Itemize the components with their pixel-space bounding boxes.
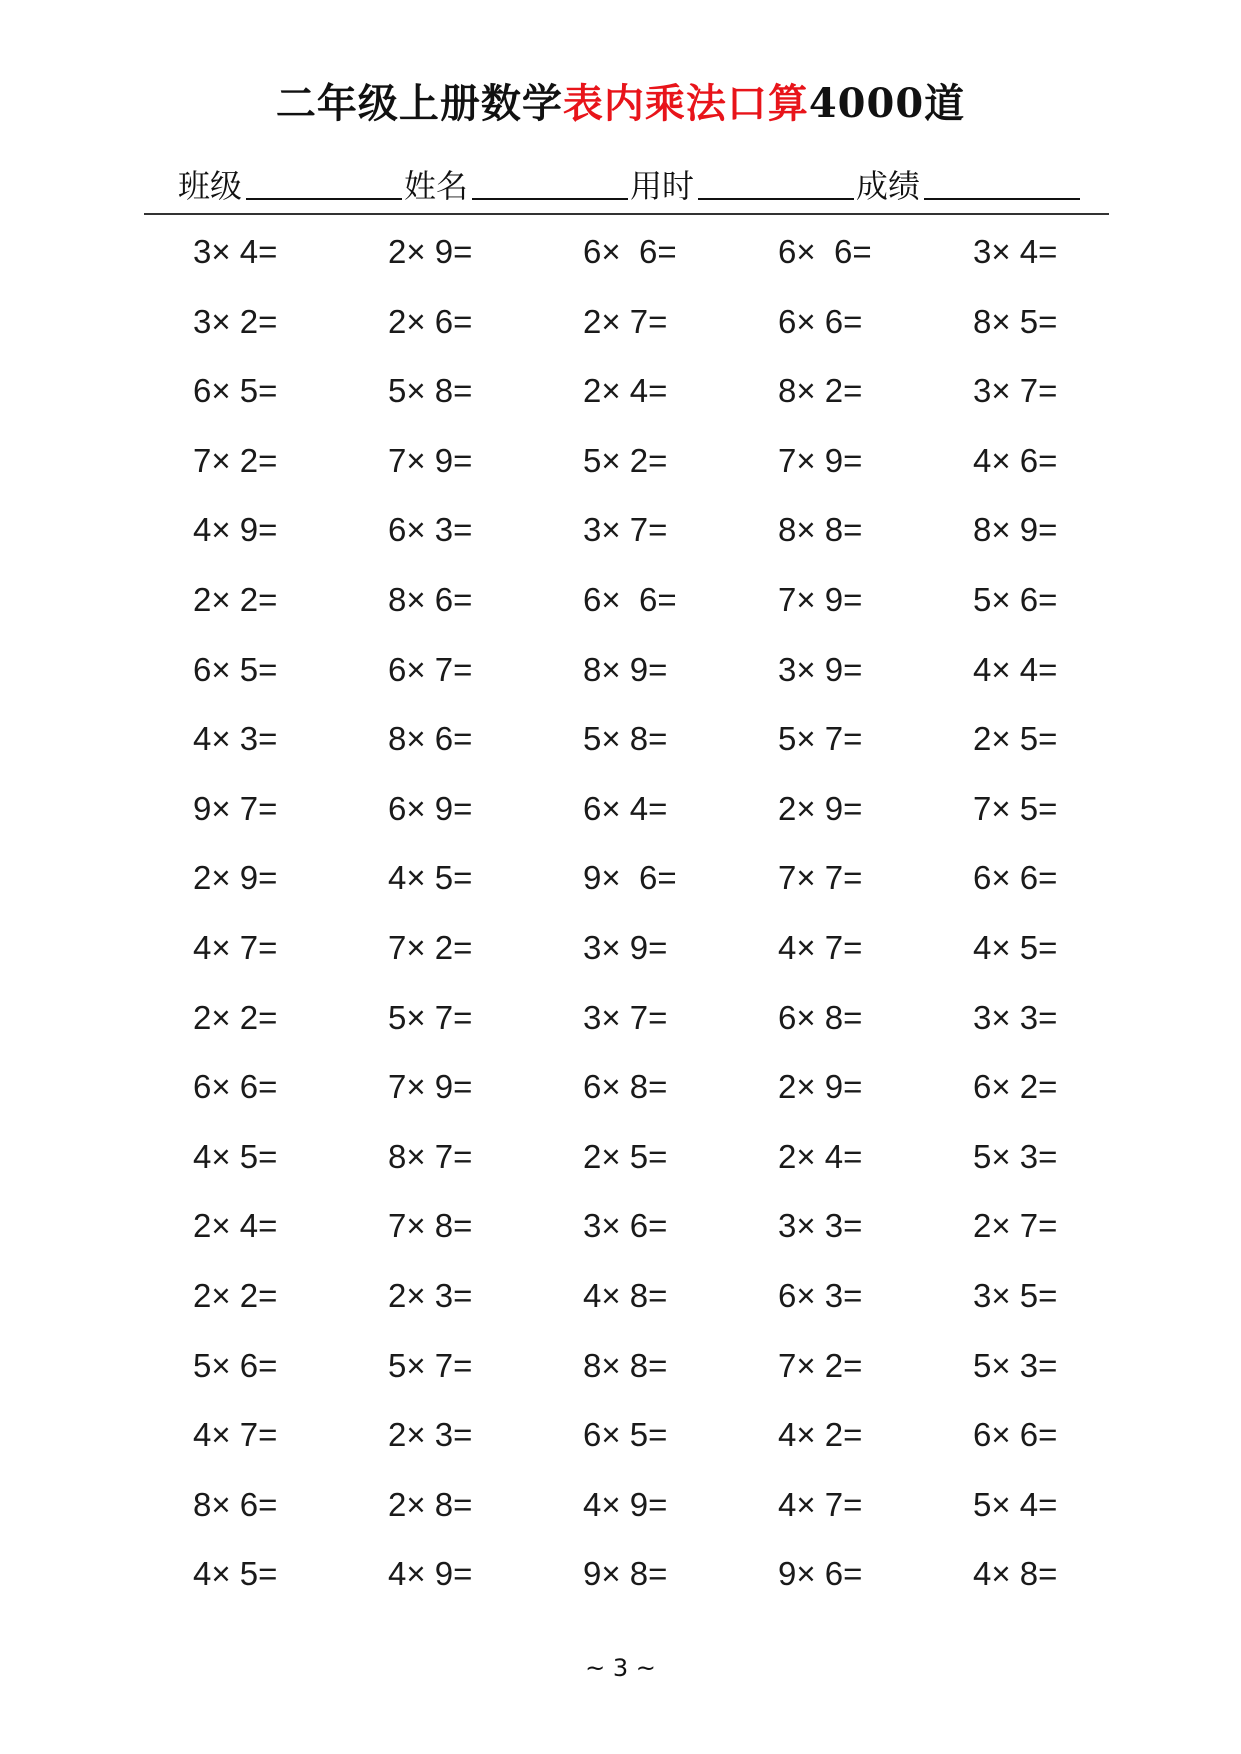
problem-item: 3× 4= <box>973 233 1058 270</box>
page-title <box>0 74 1241 134</box>
problem-item: 4× 8= <box>583 1276 668 1314</box>
time-field <box>630 164 856 208</box>
problem-item: 5× 4= <box>973 1485 1058 1523</box>
problem-item: 9× 7= <box>193 789 278 827</box>
problem-item: 4× 3= <box>193 720 278 758</box>
problem-item: 6× 6= <box>583 233 677 270</box>
problem-item: 4× 2= <box>778 1416 863 1454</box>
problem-item: 5× 7= <box>778 720 863 758</box>
problem-item: 3× 9= <box>583 928 668 966</box>
student-info-row <box>178 160 1082 208</box>
score-blank[interactable] <box>924 192 1080 200</box>
problem-item: 6× 6= <box>193 1068 278 1106</box>
problem-item: 2× 2= <box>193 580 278 618</box>
problem-item: 5× 3= <box>973 1137 1058 1175</box>
problem-item: 3× 9= <box>778 650 863 688</box>
problem-item: 9× 8= <box>583 1555 668 1593</box>
problem-item: 2× 5= <box>583 1137 668 1175</box>
problem-item: 4× 5= <box>388 859 473 897</box>
problem-item: 6× 6= <box>583 580 677 618</box>
problem-item: 2× 9= <box>778 1068 863 1106</box>
problem-item: 2× 9= <box>193 859 278 897</box>
class-label: 班级 <box>178 167 243 205</box>
problem-item: 5× 2= <box>583 441 668 479</box>
problem-item: 5× 8= <box>583 720 668 758</box>
problem-item: 2× 9= <box>778 789 863 827</box>
problem-item: 6× 6= <box>778 233 872 270</box>
problem-item: 8× 6= <box>193 1485 278 1523</box>
problem-item: 4× 5= <box>193 1137 278 1175</box>
problem-item: 2× 7= <box>973 1207 1058 1245</box>
problem-grid <box>193 232 1153 1624</box>
problem-item: 6× 3= <box>388 511 473 549</box>
problem-item: 5× 6= <box>193 1346 278 1384</box>
problem-item: 2× 3= <box>388 1416 473 1454</box>
problem-item: 2× 7= <box>583 302 668 340</box>
problem-item: 8× 9= <box>973 511 1058 549</box>
problem-item: 6× 4= <box>583 789 668 827</box>
problem-item: 4× 9= <box>583 1485 668 1523</box>
problem-item: 5× 7= <box>388 998 473 1036</box>
problem-item: 3× 7= <box>973 372 1058 410</box>
problem-item: 7× 7= <box>778 859 863 897</box>
problem-item: 4× 5= <box>973 928 1058 966</box>
problem-item: 5× 8= <box>388 372 473 410</box>
problem-item: 8× 2= <box>778 372 863 410</box>
title-part-topic: 表内乘法口算 <box>562 80 809 127</box>
problem-item: 9× 6= <box>778 1555 863 1593</box>
problem-item: 7× 5= <box>973 789 1058 827</box>
problem-item: 7× 8= <box>388 1207 473 1245</box>
name-field <box>404 164 630 208</box>
problem-item: 2× 5= <box>973 720 1058 758</box>
problem-item: 5× 6= <box>973 580 1058 618</box>
problem-item: 7× 9= <box>778 441 863 479</box>
problem-item: 4× 6= <box>973 441 1058 479</box>
problem-item: 7× 9= <box>388 1068 473 1106</box>
problem-item: 3× 3= <box>973 998 1058 1036</box>
time-blank[interactable] <box>698 192 854 200</box>
page-number: ~ 3 ~ <box>585 1654 656 1682</box>
problem-item: 4× 7= <box>193 1416 278 1454</box>
problem-item: 2× 3= <box>388 1276 473 1314</box>
problem-item: 4× 9= <box>388 1555 473 1593</box>
problem-item: 3× 2= <box>193 302 278 340</box>
problem-item: 3× 4= <box>193 233 278 270</box>
problem-item: 8× 9= <box>583 650 668 688</box>
problem-item: 2× 9= <box>388 233 473 270</box>
problem-item: 4× 7= <box>193 928 278 966</box>
problem-item: 8× 7= <box>388 1137 473 1175</box>
problem-item: 6× 6= <box>973 859 1058 897</box>
header-divider <box>144 213 1109 215</box>
problem-item: 3× 5= <box>973 1276 1058 1314</box>
problem-item: 2× 6= <box>388 302 473 340</box>
problem-item: 9× 6= <box>583 859 677 897</box>
problem-item: 5× 7= <box>388 1346 473 1384</box>
problem-item: 6× 2= <box>973 1068 1058 1106</box>
problem-item: 6× 8= <box>583 1068 668 1106</box>
time-label: 用时 <box>630 167 695 205</box>
problem-item: 4× 7= <box>778 928 863 966</box>
problem-item: 6× 6= <box>973 1416 1058 1454</box>
problem-item: 3× 7= <box>583 511 668 549</box>
problem-item: 6× 8= <box>778 998 863 1036</box>
problem-item: 8× 8= <box>583 1346 668 1384</box>
problem-item: 6× 5= <box>193 650 278 688</box>
problem-item: 7× 2= <box>388 928 473 966</box>
problem-item: 8× 8= <box>778 511 863 549</box>
problem-item: 3× 7= <box>583 998 668 1036</box>
name-blank[interactable] <box>472 192 628 200</box>
class-field <box>178 164 404 208</box>
problem-item: 2× 8= <box>388 1485 473 1523</box>
problem-item: 6× 9= <box>388 789 473 827</box>
name-label: 姓名 <box>404 167 469 205</box>
score-field <box>856 164 1082 208</box>
problem-item: 2× 4= <box>778 1137 863 1175</box>
problem-item: 4× 9= <box>193 511 278 549</box>
problem-item: 7× 2= <box>193 441 278 479</box>
problem-item: 3× 3= <box>778 1207 863 1245</box>
problem-item: 2× 2= <box>193 998 278 1036</box>
title-part-grade: 二年级上册数学 <box>275 80 563 127</box>
problem-item: 6× 3= <box>778 1276 863 1314</box>
title-part-count: 4000道 <box>808 80 966 127</box>
problem-item: 8× 6= <box>388 580 473 618</box>
problem-item: 7× 9= <box>778 580 863 618</box>
problem-item: 6× 6= <box>778 302 863 340</box>
problem-item: 2× 4= <box>583 372 668 410</box>
problem-item: 5× 3= <box>973 1346 1058 1384</box>
problem-item: 6× 5= <box>193 372 278 410</box>
problem-item: 3× 6= <box>583 1207 668 1245</box>
problem-item: 6× 7= <box>388 650 473 688</box>
class-blank[interactable] <box>246 192 402 200</box>
problem-item: 8× 5= <box>973 302 1058 340</box>
problem-item: 6× 5= <box>583 1416 668 1454</box>
problem-item: 4× 4= <box>973 650 1058 688</box>
problem-item: 2× 4= <box>193 1207 278 1245</box>
problem-item: 7× 2= <box>778 1346 863 1384</box>
problem-item: 4× 8= <box>973 1555 1058 1593</box>
problem-item: 7× 9= <box>388 441 473 479</box>
problem-item: 2× 2= <box>193 1276 278 1314</box>
problem-item: 4× 5= <box>193 1555 278 1593</box>
problem-item: 8× 6= <box>388 720 473 758</box>
problem-item: 4× 7= <box>778 1485 863 1523</box>
score-label: 成绩 <box>856 167 921 205</box>
